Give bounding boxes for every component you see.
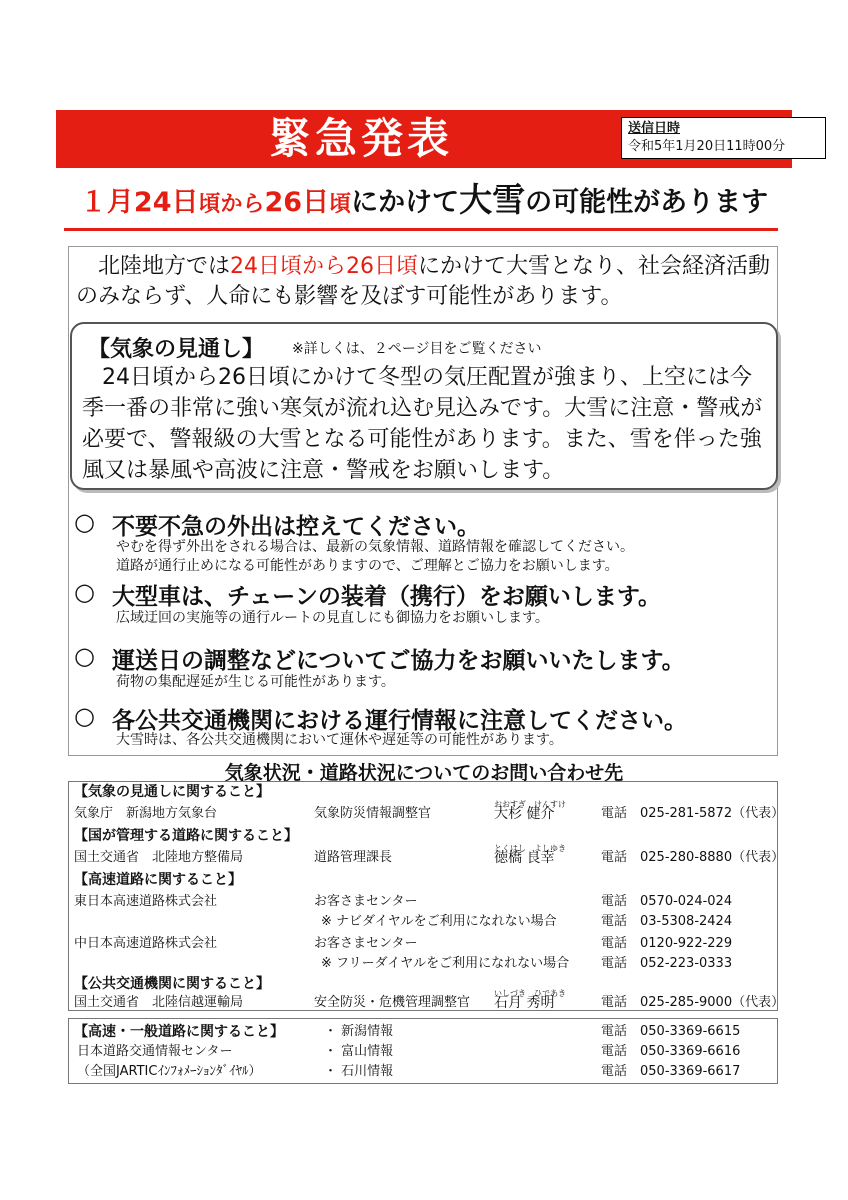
headline-part: 大雪 bbox=[459, 180, 526, 219]
contacts-table bbox=[68, 781, 785, 1011]
advisory-title: 各公共交通機関における運行情報に注意してください。 bbox=[112, 708, 687, 734]
forecast-box bbox=[70, 322, 778, 490]
contact-row: 気象庁 新潟地方気象台 気象防災情報調整官 おおすぎ けんすけ 大杉 健介 電話 025-281-5872（代表） bbox=[74, 800, 785, 822]
headline-part: 26日 bbox=[264, 187, 330, 218]
sent-datetime-box bbox=[621, 117, 826, 159]
advisory-detail: やむを得ず外出をされる場合は、最新の気象情報、道路情報を確認してください。 bbox=[116, 539, 634, 555]
advisory-detail: 荷物の集配遅延が生じる可能性があります。 bbox=[116, 674, 395, 690]
headline-part: 頃から bbox=[198, 192, 265, 217]
contact-row: 国土交通省 北陸地方整備局 道路管理課長 とくはし よしゆき 徳橋 良幸 電話 025-280-8880（代表） bbox=[74, 844, 785, 866]
advisory-title: 不要不急の外出は控えてください。 bbox=[112, 514, 480, 540]
contact-row: 中日本高速道路株式会社 お客さまセンター 電話 0120-922-229 bbox=[74, 936, 733, 951]
contact-row: （全国JARTICｲﾝﾌｫﾒｰｼｮﾝﾀﾞｲﾔﾙ） ・ 石川情報 電話 050-3369-6617 bbox=[77, 1064, 741, 1079]
intro-part: にかけて大雪となり、社会経済活動のみならず、人命にも影響を及ぼす可能性があります。 bbox=[76, 254, 771, 309]
circle-icon: ○ bbox=[74, 702, 95, 730]
section-heading: 【国が管理する道路に関すること】 bbox=[74, 828, 298, 844]
circle-icon: ○ bbox=[74, 642, 95, 670]
contact-row: 【高速・一般道路に関すること】 ・ 新潟情報 電話 050-3369-6615 bbox=[74, 1024, 741, 1040]
intro-part-highlight: 24日頃から26日頃 bbox=[230, 254, 419, 279]
divider bbox=[64, 228, 778, 231]
advisory-title: 大型車は、チェーンの装着（携行）をお願いします。 bbox=[112, 584, 662, 610]
intro-part: 北陸地方では bbox=[98, 254, 231, 279]
section-heading: 【気象の見通しに関すること】 bbox=[74, 784, 270, 800]
headline-part: 頃 bbox=[329, 192, 352, 217]
advisory-detail: 道路が通行止めになる可能性がありますので、ご理解とご協力をお願いします。 bbox=[116, 558, 619, 574]
advisory-detail: 大雪時は、各公共交通機関において運休や遅延等の可能性があります。 bbox=[116, 732, 563, 748]
contact-row: 日本道路交通情報センター ・ 富山情報 電話 050-3369-6616 bbox=[77, 1044, 741, 1059]
sent-label: 送信日時 bbox=[628, 121, 681, 136]
section-heading: 【高速道路に関すること】 bbox=[74, 872, 242, 888]
banner-title: 緊急発表 bbox=[268, 114, 453, 163]
advisory-title: 運送日の調整などについてご協力をお願いいたします。 bbox=[112, 648, 685, 674]
contact-row: 国土交通省 北陸信越運輸局 安全防災・危機管理調整官 いしづき ひであき 石月 秀明 電話 025-285-9000（代表） bbox=[74, 989, 785, 1011]
intro-text bbox=[76, 252, 776, 312]
headline-part: の可能性があります bbox=[525, 187, 769, 218]
forecast-heading: 【気象の見通し】 bbox=[88, 337, 265, 362]
advisory-detail: 広域迂回の実施等の通行ルートの見直しにも御協力をお願いします。 bbox=[116, 610, 549, 626]
contact-row: 東日本高速道路株式会社 お客さまセンター 電話 0570-024-024 bbox=[74, 894, 733, 909]
contact-row: ※ ナビダイヤルをご利用になれない場合 電話 03-5308-2424 bbox=[321, 914, 733, 929]
circle-icon: ○ bbox=[74, 578, 95, 606]
circle-icon: ○ bbox=[74, 508, 95, 536]
forecast-body bbox=[82, 362, 772, 486]
headline-part: にかけて bbox=[351, 187, 460, 218]
forecast-body-text: 24日頃から26日頃にかけて冬型の気圧配置が強まり、上空には今季一番の非常に強い寒気が流れ込む見込みです。大雪に注意・警戒が必要で、警報級の大雪となる可能性があります。また、雪を伴った強風又は暴風や高波に注意・警戒をお願いします。 bbox=[82, 365, 763, 483]
forecast-note: ※詳しくは、２ページ目をご覧ください bbox=[292, 341, 542, 357]
headline-part: １月24日 bbox=[79, 187, 199, 218]
contact-row: ※ フリーダイヤルをご利用になれない場合 電話 052-223-0333 bbox=[321, 956, 733, 971]
contacts-title: 気象状況・道路状況についてのお問い合わせ先 bbox=[224, 762, 624, 784]
emergency-banner bbox=[56, 110, 792, 168]
sent-value: 令和5年1月20日11時00分 bbox=[628, 139, 786, 154]
section-heading: 【公共交通機関に関すること】 bbox=[74, 976, 270, 992]
jartic-table bbox=[68, 1018, 778, 1084]
headline bbox=[56, 178, 792, 222]
